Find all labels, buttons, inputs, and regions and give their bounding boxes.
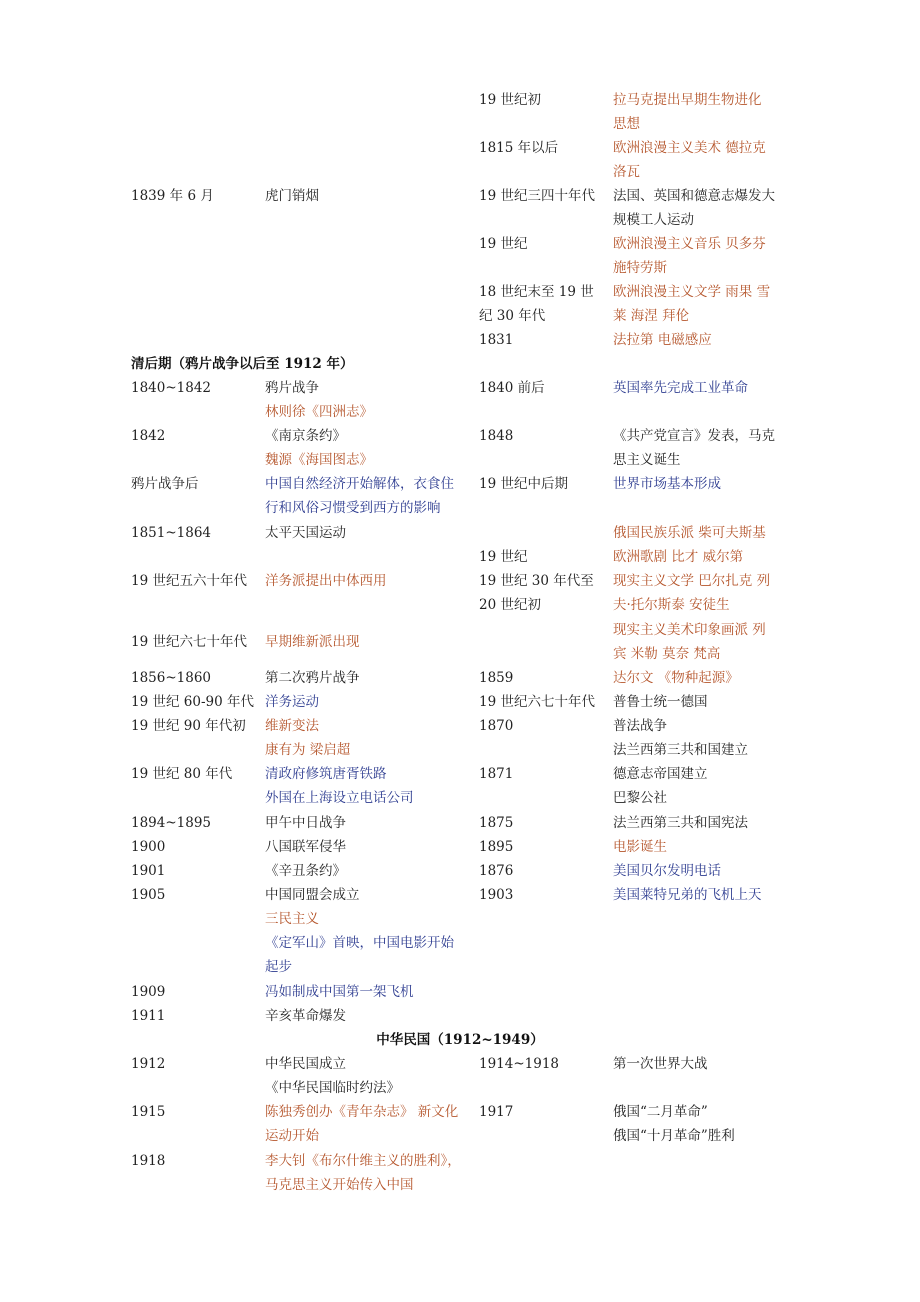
world-date-cell: 1870 bbox=[479, 718, 514, 734]
world-date-cell: 1871 bbox=[479, 766, 514, 782]
world-date-cell: 1831 bbox=[479, 332, 514, 348]
world-event-cell: 巴黎公社 bbox=[613, 790, 667, 806]
china-date-cell: 1918 bbox=[131, 1153, 166, 1169]
world-event-cell: 现实主义美术印象画派 列 bbox=[613, 622, 766, 638]
china-date-cell: 1900 bbox=[131, 839, 166, 855]
world-event-cell: 思主义诞生 bbox=[613, 452, 681, 468]
world-event-cell: 法拉第 电磁感应 bbox=[613, 332, 712, 348]
china-event-cell: 虎门销烟 bbox=[265, 188, 319, 204]
world-event-cell: 美国贝尔发明电话 bbox=[613, 863, 721, 879]
world-date-cell: 1914~1918 bbox=[479, 1056, 560, 1072]
world-event-cell: 普鲁士统一德国 bbox=[613, 694, 708, 710]
world-event-cell: 欧洲浪漫主义文学 雨果 雪 bbox=[613, 284, 771, 300]
world-event-cell: 世界市场基本形成 bbox=[613, 476, 721, 492]
china-date-cell: 1842 bbox=[131, 428, 166, 444]
world-date-cell: 1815 年以后 bbox=[479, 140, 559, 156]
world-event-cell: 欧洲浪漫主义音乐 贝多芬 bbox=[613, 236, 766, 252]
china-event-cell: 鸦片战争 bbox=[265, 380, 319, 396]
world-event-cell: 英国率先完成工业革命 bbox=[613, 380, 748, 396]
world-event-cell: 普法战争 bbox=[613, 718, 667, 734]
china-date-cell: 1909 bbox=[131, 984, 166, 1000]
china-event-cell: 甲午中日战争 bbox=[265, 815, 346, 831]
world-event-cell: 《共产党宣言》发表，马克 bbox=[613, 428, 775, 444]
world-date-cell: 19 世纪 30 年代至 bbox=[479, 573, 594, 589]
china-date-cell: 1856~1860 bbox=[131, 670, 212, 686]
china-event-cell: 洋务派提出中体西用 bbox=[265, 573, 387, 589]
china-event-cell: 《辛丑条约》 bbox=[265, 863, 346, 879]
world-event-cell: 夫·托尔斯泰 安徒生 bbox=[613, 597, 730, 613]
china-event-cell: 中国自然经济开始解体，衣食住 bbox=[265, 476, 454, 492]
china-event-cell: 《南京条约》 bbox=[265, 428, 346, 444]
world-event-cell: 现实主义文学 巴尔扎克 列 bbox=[613, 573, 771, 589]
world-event-cell: 欧洲浪漫主义美术 德拉克 bbox=[613, 140, 766, 156]
china-event-cell: 三民主义 bbox=[265, 911, 319, 927]
world-event-cell: 洛瓦 bbox=[613, 164, 640, 180]
china-event-cell: 中华民国成立 bbox=[265, 1056, 346, 1072]
world-event-cell: 法兰西第三共和国建立 bbox=[613, 742, 748, 758]
world-event-cell: 第一次世界大战 bbox=[613, 1056, 708, 1072]
china-date-cell: 1905 bbox=[131, 887, 166, 903]
china-event-cell: 李大钊《布尔什维主义的胜利》， bbox=[265, 1153, 461, 1169]
china-event-cell: 外国在上海设立电话公司 bbox=[265, 790, 414, 806]
china-date-cell: 1911 bbox=[131, 1008, 166, 1024]
china-date-cell: 1840~1842 bbox=[131, 380, 212, 396]
world-event-cell: 莱 海涅 拜伦 bbox=[613, 308, 690, 324]
world-date-cell: 1840 前后 bbox=[479, 380, 545, 396]
world-date-cell: 18 世纪末至 19 世 bbox=[479, 284, 594, 300]
china-event-cell: 辛亥革命爆发 bbox=[265, 1008, 346, 1024]
china-date-cell: 19 世纪五六十年代 bbox=[131, 573, 247, 589]
china-event-cell: 《定军山》首映，中国电影开始 bbox=[265, 935, 454, 951]
world-date-cell: 19 世纪初 bbox=[479, 92, 541, 108]
china-date-cell: 19 世纪 80 年代 bbox=[131, 766, 233, 782]
china-event-cell: 第二次鸦片战争 bbox=[265, 670, 360, 686]
world-date-cell: 1876 bbox=[479, 863, 514, 879]
world-date-cell: 20 世纪初 bbox=[479, 597, 541, 613]
china-date-cell: 1839 年 6 月 bbox=[131, 188, 214, 204]
world-event-cell: 拉马克提出早期生物进化 bbox=[613, 92, 762, 108]
world-date-cell: 19 世纪六七十年代 bbox=[479, 694, 595, 710]
world-event-cell: 规模工人运动 bbox=[613, 212, 694, 228]
world-date-cell: 1903 bbox=[479, 887, 514, 903]
china-date-cell: 鸦片战争后 bbox=[131, 476, 199, 492]
china-date-cell: 1912 bbox=[131, 1056, 166, 1072]
world-date-cell: 1859 bbox=[479, 670, 514, 686]
china-date-cell: 19 世纪六七十年代 bbox=[131, 634, 247, 650]
china-event-cell: 八国联军侵华 bbox=[265, 839, 346, 855]
china-event-cell: 马克思主义开始传入中国 bbox=[265, 1177, 414, 1193]
china-date-cell: 1915 bbox=[131, 1104, 166, 1120]
china-event-cell: 运动开始 bbox=[265, 1128, 319, 1144]
world-date-cell: 1917 bbox=[479, 1104, 514, 1120]
world-event-cell: 法国、英国和德意志爆发大 bbox=[613, 188, 775, 204]
world-date-cell: 纪 30 年代 bbox=[479, 308, 546, 324]
section-header-qing: 清后期（鸦片战争以后至 1912 年） bbox=[131, 356, 354, 372]
world-date-cell: 19 世纪 bbox=[479, 549, 528, 565]
world-date-cell: 1875 bbox=[479, 815, 514, 831]
world-date-cell: 19 世纪中后期 bbox=[479, 476, 568, 492]
world-event-cell: 达尔文 《物种起源》 bbox=[613, 670, 739, 686]
world-event-cell: 电影诞生 bbox=[613, 839, 667, 855]
world-event-cell: 俄国“二月革命” bbox=[613, 1104, 708, 1120]
section-header-minguo: 中华民国（1912~1949） bbox=[376, 1032, 544, 1048]
world-event-cell: 宾 米勒 莫奈 梵高 bbox=[613, 646, 721, 662]
world-event-cell: 德意志帝国建立 bbox=[613, 766, 708, 782]
china-event-cell: 起步 bbox=[265, 959, 292, 975]
china-date-cell: 1894~1895 bbox=[131, 815, 212, 831]
world-event-cell: 施特劳斯 bbox=[613, 260, 667, 276]
china-event-cell: 维新变法 bbox=[265, 718, 319, 734]
world-date-cell: 1895 bbox=[479, 839, 514, 855]
world-event-cell: 法兰西第三共和国宪法 bbox=[613, 815, 748, 831]
china-event-cell: 魏源《海国图志》 bbox=[265, 452, 373, 468]
china-event-cell: 冯如制成中国第一架飞机 bbox=[265, 984, 414, 1000]
china-date-cell: 19 世纪 90 年代初 bbox=[131, 718, 246, 734]
china-event-cell: 林则徐《四洲志》 bbox=[265, 404, 373, 420]
china-event-cell: 中国同盟会成立 bbox=[265, 887, 360, 903]
world-event-cell: 欧洲歌剧 比才 威尔第 bbox=[613, 549, 744, 565]
china-event-cell: 陈独秀创办《青年杂志》 新文化 bbox=[265, 1104, 459, 1120]
world-event-cell: 思想 bbox=[613, 116, 640, 132]
china-event-cell: 行和风俗习惯受到西方的影响 bbox=[265, 500, 441, 516]
china-event-cell: 早期维新派出现 bbox=[265, 634, 360, 650]
china-event-cell: 太平天国运动 bbox=[265, 525, 346, 541]
world-date-cell: 1848 bbox=[479, 428, 514, 444]
world-event-cell: 俄国民族乐派 柴可夫斯基 bbox=[613, 525, 766, 541]
world-event-cell: 美国莱特兄弟的飞机上天 bbox=[613, 887, 762, 903]
china-date-cell: 1851~1864 bbox=[131, 525, 212, 541]
world-date-cell: 19 世纪三四十年代 bbox=[479, 188, 595, 204]
china-date-cell: 1901 bbox=[131, 863, 166, 879]
china-event-cell: 康有为 梁启超 bbox=[265, 742, 351, 758]
china-date-cell: 19 世纪 60-90 年代 bbox=[131, 694, 254, 710]
world-event-cell: 俄国“十月革命”胜利 bbox=[613, 1128, 735, 1144]
world-date-cell: 19 世纪 bbox=[479, 236, 528, 252]
china-event-cell: 洋务运动 bbox=[265, 694, 319, 710]
china-event-cell: 清政府修筑唐胥铁路 bbox=[265, 766, 387, 782]
china-event-cell: 《中华民国临时约法》 bbox=[265, 1080, 400, 1096]
